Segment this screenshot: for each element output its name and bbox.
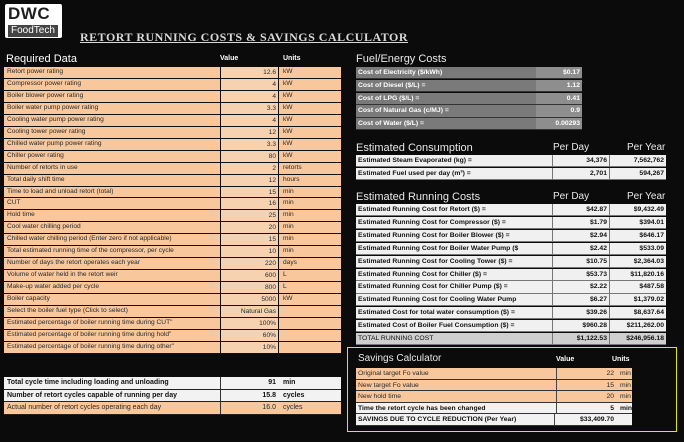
required-data-value-input[interactable]: 100% xyxy=(220,318,279,329)
required-data-unit: hours xyxy=(283,175,300,183)
savings-row xyxy=(356,414,632,426)
required-data-label: Boiler capacity xyxy=(7,295,50,303)
running-cost-label: Estimated Running Cost for Boiler Blower ($) = xyxy=(358,231,510,239)
required-data-unit: kW xyxy=(283,115,293,123)
required-data-unit: retorts xyxy=(283,163,302,171)
required-data-label: Chilled water pump power rating xyxy=(7,139,102,147)
savings-units-header: Units xyxy=(612,356,630,363)
fuel-cost-label: Cost of LPG ($/L) = xyxy=(358,94,420,102)
required-data-unit: L xyxy=(283,283,287,291)
running-cost-label: TOTAL RUNNING COST xyxy=(358,335,434,342)
running-cost-row xyxy=(356,281,666,293)
required-data-label: Make-up water added per cycle xyxy=(7,283,99,291)
fuel-cost-row xyxy=(356,93,582,105)
cycle-total-unit: cycles xyxy=(283,391,305,399)
required-data-value-input[interactable]: 4 xyxy=(220,91,279,102)
running-per-day-header: Per Day xyxy=(553,191,590,202)
required-data-unit: kW xyxy=(283,139,293,147)
running-cost-per-day: $2.22 xyxy=(552,281,609,292)
required-data-value-input[interactable]: 16 xyxy=(220,198,279,209)
required-data-unit: kW xyxy=(283,103,293,111)
required-data-unit: kW xyxy=(283,79,293,87)
savings-row xyxy=(356,368,632,380)
required-data-row xyxy=(4,79,341,91)
fuel-cost-value: 1.12 xyxy=(536,80,582,91)
savings-heading: Savings Calculator xyxy=(358,353,442,364)
required-data-unit: min xyxy=(283,187,294,195)
savings-unit: min xyxy=(620,393,631,401)
savings-value[interactable]: 22 xyxy=(556,368,616,379)
running-cost-per-day: $42.87 xyxy=(552,204,609,215)
savings-row xyxy=(356,391,632,403)
running-cost-per-year: $246,956.18 xyxy=(609,333,666,344)
running-cost-label: Estimated Running Cost for Cooling Tower ($) = xyxy=(358,257,513,265)
value-column-header: Value xyxy=(220,55,239,62)
fuel-cost-value: 0.41 xyxy=(536,93,582,104)
required-data-row xyxy=(4,258,341,270)
running-cost-row xyxy=(356,243,666,255)
required-data-unit: min xyxy=(283,211,294,219)
required-data-label: Hold time xyxy=(7,211,35,219)
required-data-unit: L xyxy=(283,271,287,279)
consumption-row xyxy=(356,168,666,180)
running-cost-per-year: $487.58 xyxy=(609,281,666,292)
fuel-costs-heading: Fuel/Energy Costs xyxy=(356,53,447,65)
fuel-cost-value: 0.9 xyxy=(536,105,582,116)
required-data-label: Total daily shift time xyxy=(7,175,65,183)
cycle-total-value: 15.8 xyxy=(220,390,279,402)
fuel-cost-label: Cost of Natural Gas (c/MJ) = xyxy=(358,107,449,115)
running-cost-row xyxy=(356,256,666,268)
required-data-row xyxy=(4,151,341,163)
required-data-row xyxy=(4,318,341,330)
required-data-label: Cooling water pump power rating xyxy=(7,115,104,123)
running-cost-row xyxy=(356,320,666,332)
required-data-label: Chiller power rating xyxy=(7,151,64,159)
required-data-value-input[interactable]: 2 xyxy=(220,163,279,174)
required-data-row xyxy=(4,294,341,306)
running-cost-per-year: $646.17 xyxy=(609,230,666,241)
required-data-row xyxy=(4,282,341,294)
required-data-value-input[interactable]: 220 xyxy=(220,258,279,269)
cycle-total-row xyxy=(4,402,341,415)
required-data-rows xyxy=(4,67,341,354)
savings-row xyxy=(356,380,632,392)
required-data-label: Boiler water pump power rating xyxy=(7,103,99,111)
running-cost-label: Estimated Running Cost for Compressor ($) = xyxy=(358,218,506,226)
consumption-per-day: 34,376 xyxy=(552,155,609,166)
required-data-value-input[interactable]: 3.3 xyxy=(220,139,279,150)
cycle-total-row xyxy=(4,377,341,390)
savings-value: 5 xyxy=(556,403,616,414)
required-data-header xyxy=(4,53,341,67)
running-per-year-header: Per Year xyxy=(627,191,666,202)
running-cost-per-year: $211,262.00 xyxy=(609,320,666,331)
savings-value: $33,409.70 xyxy=(554,414,616,425)
required-data-row xyxy=(4,187,341,199)
running-cost-per-year: $2,364.03 xyxy=(609,256,666,267)
required-data-label: Estimated percentage of boiler running time during other" xyxy=(7,342,174,350)
required-data-label: Number of days the retort operates each year xyxy=(7,259,141,267)
required-data-value-input[interactable]: 4 xyxy=(220,115,279,126)
required-data-value-input[interactable]: 15 xyxy=(220,234,279,245)
required-data-unit: min xyxy=(283,223,294,231)
total-running-cost-row xyxy=(356,333,666,345)
required-data-unit: kW xyxy=(283,151,293,159)
required-data-label: Select the boiler fuel type (Click to select) xyxy=(7,307,128,315)
required-data-value-input[interactable]: 25 xyxy=(220,210,279,221)
required-data-row xyxy=(4,306,341,318)
savings-label: New target Fo value xyxy=(358,381,419,389)
running-cost-per-day: $10.75 xyxy=(552,256,609,267)
required-data-unit: min xyxy=(283,235,294,243)
required-data-row xyxy=(4,270,341,282)
required-data-row xyxy=(4,163,341,175)
logo-text-foodtech: FoodTech xyxy=(8,25,58,37)
cycle-total-label: Total cycle time including loading and unloading xyxy=(7,379,169,386)
savings-value[interactable]: 15 xyxy=(556,380,616,391)
required-data-row xyxy=(4,234,341,246)
required-data-value-input[interactable]: 4 xyxy=(220,79,279,90)
required-data-value-input[interactable]: 5000 xyxy=(220,294,279,305)
required-data-unit: days xyxy=(283,259,297,267)
required-data-row xyxy=(4,175,341,187)
savings-unit: min xyxy=(620,370,631,377)
required-data-label: Volume of water held in the retort weir xyxy=(7,271,118,279)
fuel-cost-row xyxy=(356,67,582,79)
savings-label: Time the retort cycle has been changed xyxy=(358,404,486,412)
running-cost-per-day: $960.28 xyxy=(552,320,609,331)
running-cost-label: Estimated Running Cost for Chiller ($) = xyxy=(358,270,487,278)
required-data-value-input[interactable]: 600 xyxy=(220,270,279,281)
required-data-value-input[interactable]: 12 xyxy=(220,127,279,138)
fuel-cost-value: 0.00293 xyxy=(536,118,582,129)
required-data-unit: min xyxy=(283,247,294,255)
cycle-total-unit: cycles xyxy=(283,404,303,411)
required-data-label: Estimated percentage of boiler running time during hold" xyxy=(7,330,172,338)
required-data-label: Estimated percentage of boiler running time during CUT" xyxy=(7,319,173,327)
fuel-cost-label: Cost of Water ($/L) = xyxy=(358,120,425,128)
fuel-cost-row xyxy=(356,80,582,92)
required-data-row xyxy=(4,246,341,258)
cycle-total-unit: min xyxy=(283,379,296,386)
fuel-cost-row xyxy=(356,105,582,117)
consumption-label: Estimated Steam Evaporated (kg) = xyxy=(358,157,472,164)
required-data-value-input[interactable]: 10 xyxy=(220,246,279,257)
running-cost-per-day: $1.79 xyxy=(552,217,609,228)
running-cost-row xyxy=(356,217,666,229)
dwc-foodtech-logo xyxy=(5,4,62,38)
required-data-row xyxy=(4,330,341,342)
consumption-per-year: 7,562,762 xyxy=(609,155,666,166)
running-cost-per-year: $1,379.02 xyxy=(609,294,666,305)
consumption-per-year-header: Per Year xyxy=(627,142,666,153)
savings-calculator-panel xyxy=(347,347,677,432)
required-data-row xyxy=(4,115,341,127)
required-data-row xyxy=(4,91,341,103)
running-cost-row xyxy=(356,269,666,281)
savings-label: SAVINGS DUE TO CYCLE REDUCTION (Per Year) xyxy=(358,416,517,424)
required-data-row xyxy=(4,210,341,222)
required-data-value-input[interactable]: 800 xyxy=(220,282,279,293)
running-cost-per-year: $533.09 xyxy=(609,243,666,254)
running-cost-per-day: $1,122.53 xyxy=(552,333,609,344)
running-cost-label: Estimated Running Cost for Cooling Water Pump xyxy=(358,296,517,304)
required-data-label: Time to load and unload retort (total) xyxy=(7,187,114,195)
cycle-total-row xyxy=(4,390,341,403)
required-data-value-input[interactable]: 80 xyxy=(220,151,279,162)
required-data-row xyxy=(4,222,341,234)
savings-label: New hold time xyxy=(358,393,402,401)
running-cost-label: Estimated Cost for total water consumption ($) = xyxy=(358,309,515,317)
required-data-label: Cool water chilling period xyxy=(7,223,81,231)
cycle-total-label: Actual number of retort cycles operating each day xyxy=(7,404,162,411)
running-cost-row xyxy=(356,230,666,242)
running-cost-row xyxy=(356,307,666,319)
savings-value-header: Value xyxy=(556,356,575,363)
running-cost-per-day: $6.27 xyxy=(552,294,609,305)
fuel-cost-row xyxy=(356,118,582,130)
cycle-total-value: 91 xyxy=(220,377,279,389)
required-data-value-input[interactable]: 12.6 xyxy=(220,67,279,78)
required-data-label: Total estimated running time of the compressor, per cycle xyxy=(7,247,174,255)
running-cost-row xyxy=(356,204,666,216)
savings-unit: min xyxy=(620,381,631,389)
required-data-value-input[interactable]: 20 xyxy=(220,222,279,233)
required-data-value-input[interactable]: 15 xyxy=(220,187,279,198)
consumption-per-day-header: Per Day xyxy=(553,142,590,153)
required-data-row xyxy=(4,139,341,151)
fuel-cost-label: Cost of Electricity ($/kWh) xyxy=(358,69,443,76)
running-cost-per-day: $39.26 xyxy=(552,307,609,318)
running-cost-per-day: $53.73 xyxy=(552,269,609,280)
savings-label: Original target Fo value xyxy=(358,370,429,377)
required-data-unit: min xyxy=(283,199,294,207)
page-title: RETORT RUNNING COSTS & SAVINGS CALCULATOR xyxy=(80,30,409,44)
consumption-per-day: 2,701 xyxy=(552,168,609,179)
running-cost-row xyxy=(356,294,666,306)
required-data-label: Number of retorts in use xyxy=(7,163,78,171)
required-data-unit: kW xyxy=(283,295,293,303)
required-data-label: CUT xyxy=(7,199,21,207)
savings-row xyxy=(356,403,632,415)
units-column-header: Units xyxy=(283,55,301,62)
required-data-row xyxy=(4,127,341,139)
required-data-value-input[interactable]: 12 xyxy=(220,175,279,186)
running-cost-per-year: $394.01 xyxy=(609,217,666,228)
cycle-total-value[interactable]: 16.0 xyxy=(220,402,279,414)
consumption-per-year: 594,267 xyxy=(609,168,666,179)
running-cost-per-day: $2.94 xyxy=(552,230,609,241)
savings-unit: min xyxy=(620,404,633,412)
cycle-total-label: Number of retort cycles capable of running per day xyxy=(7,391,177,399)
running-cost-per-day: $2.42 xyxy=(552,243,609,254)
running-cost-per-year: $9,432.49 xyxy=(609,204,666,215)
consumption-heading: Estimated Consumption xyxy=(356,142,473,154)
required-data-label: Boiler blower power rating xyxy=(7,91,84,99)
running-cost-label: Estimated Running Cost for Chiller Pump ($) = xyxy=(358,283,508,291)
required-data-row xyxy=(4,103,341,115)
running-cost-per-year: $11,820.16 xyxy=(609,269,666,280)
running-cost-per-year: $8,637.64 xyxy=(609,307,666,318)
running-cost-label: Estimated Running Cost for Boiler Water Pump ($ xyxy=(358,244,519,252)
required-data-label: Cooling tower power rating xyxy=(7,127,86,135)
running-cost-label: Estimated Cost of Boiler Fuel Consumption ($) = xyxy=(358,322,515,330)
savings-value[interactable]: 20 xyxy=(556,391,616,402)
running-cost-label: Estimated Running Cost for Retort ($) = xyxy=(358,206,486,213)
cycle-totals-table xyxy=(4,377,341,415)
logo-text-dwc: DWC xyxy=(8,4,51,23)
required-data-heading: Required Data xyxy=(6,53,77,65)
required-data-value-input[interactable]: 10% xyxy=(220,342,279,353)
consumption-label: Estimated Fuel used per day (m³) = xyxy=(358,170,471,177)
required-data-unit: kW xyxy=(283,127,293,135)
required-data-value-input[interactable]: 60% xyxy=(220,330,279,341)
required-data-table xyxy=(4,53,341,354)
required-data-row xyxy=(4,198,341,210)
required-data-row xyxy=(4,67,341,79)
required-data-label: Compressor power rating xyxy=(7,79,82,87)
required-data-label: Chilled water chilling period (Enter zero if not applicable) xyxy=(7,235,172,243)
fuel-cost-value: $0.17 xyxy=(536,67,582,78)
required-data-unit: kW xyxy=(283,68,293,75)
consumption-row xyxy=(356,155,666,167)
required-data-value-input[interactable]: Natural Gas xyxy=(220,306,279,317)
fuel-cost-label: Cost of Diesel ($/L) = xyxy=(358,81,426,89)
required-data-unit: kW xyxy=(283,91,293,99)
running-costs-heading: Estimated Running Costs xyxy=(356,191,481,203)
required-data-value-input[interactable]: 3.3 xyxy=(220,103,279,114)
required-data-row xyxy=(4,342,341,354)
required-data-label: Retort power rating xyxy=(7,68,64,75)
